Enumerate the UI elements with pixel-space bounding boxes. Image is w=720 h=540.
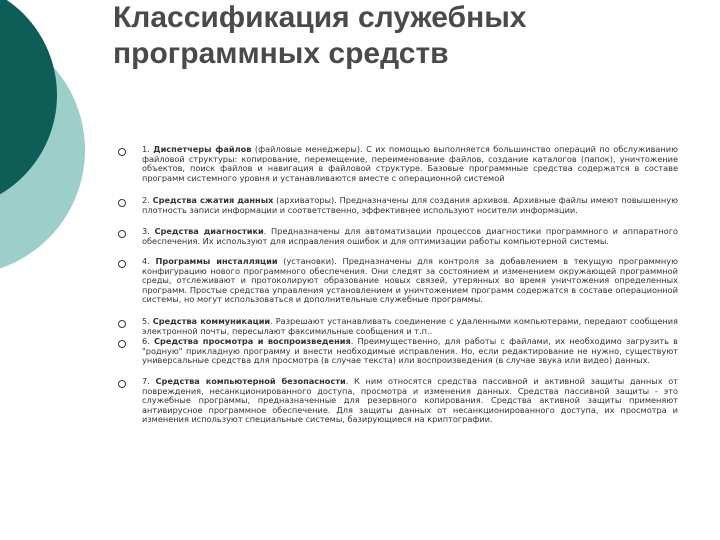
- circle-bullet-icon: [118, 230, 126, 238]
- circle-bullet-icon: [118, 199, 126, 207]
- item-term: Средства коммуникации: [152, 316, 271, 326]
- list-item: [118, 227, 678, 257]
- list-item: [118, 377, 678, 425]
- item-number: 4.: [142, 256, 150, 266]
- item-number: 3.: [142, 226, 150, 236]
- circle-bullet-icon: [118, 260, 126, 268]
- item-term: Диспетчеры файлов: [153, 144, 252, 154]
- item-number: 2.: [142, 195, 150, 205]
- list-item: [118, 145, 678, 196]
- item-term: Средства сжатия данных: [152, 195, 274, 205]
- list-item: [118, 317, 678, 337]
- item-number: 5.: [142, 316, 150, 326]
- item-description: . Разрешают устанавливать соединение с удаленными компьютерами, передают сообщения электронной почты, пересылают факсимильные сообщения и т.п..: [142, 316, 678, 336]
- item-number: 6.: [142, 336, 150, 346]
- item-term: Средства просмотра и воспроизведения: [154, 336, 351, 346]
- item-description: . К ним относятся средства пассивной и активной защиты данных от повреждения, несанкционированного доступа, просмотра и изменения данных. Средства пассивной защиты - это служебные программы, предназначенные для резервного копирования. Средства активной защиты применяют антивирусное программное обеспечение. Для защиты данных от несанкционированного доступа, их просмотра и изменения используют специальные системы, базирующиеся на криптографии.: [142, 376, 678, 425]
- circle-bullet-icon: [118, 340, 126, 348]
- circle-bullet-icon: [118, 148, 126, 156]
- list-item: [118, 196, 678, 227]
- list-item: [118, 257, 678, 317]
- circle-bullet-icon: [118, 380, 126, 388]
- circle-bullet-icon: [118, 320, 126, 328]
- slide-title: Классификация служебных программных средств: [113, 1, 527, 70]
- item-description: . Предназначены для автоматизации процессов диагностики программного и аппаратного обеспечения. Их используют для исправления ошибок и для оптимизации работы компьютерной системы.: [142, 226, 678, 246]
- item-description: . Преимущественно, для работы с файлами, их необходимо загрузить в "родную" прикладную программу и внести необходимые исправления. Но, если редактирование не нужно, существуют универсальные средства для просмотра (в случае текста) или воспроизведения (в случае звука или видео) данных.: [142, 336, 678, 366]
- item-number: 1.: [142, 144, 150, 154]
- item-term: Программы инсталляции: [155, 256, 278, 266]
- decorative-circles: [0, 0, 130, 540]
- item-description: (архиваторы). Предназначены для создания архивов. Архивные файлы имеют повышенную плотность записи информации и соответственно, эффективнее используют носители информации.: [142, 195, 678, 215]
- list-item: [118, 337, 678, 377]
- item-term: Средства диагностики: [154, 226, 264, 236]
- item-description: (файловые менеджеры). С их помощью выполняется большинство операций по обслуживанию файловой структуры: копирование, перемещение, переименование файлов, создание каталогов (папок), уничтожение объектов, поиск файлов и навигация в файловой структуре. Базовые программные средства содержатся в составе программ системного уровня и устанавливаются вместе с операционной системой: [142, 144, 678, 183]
- item-term: Средства компьютерной безопасности: [155, 376, 346, 386]
- item-description: (установки). Предназначены для контроля за добавлением в текущую программную конфигурацию нового программного обеспечения. Они следят за состоянием и изменением окружающей программной среды, отслеживают и протоколируют образование новых связей, утерянных во время уничтожения определенных программ. Простые средства управления установлением и уничтожением программ содержатся в составе операционной системы, но могут использоваться и дополнительные служебные программы.: [142, 256, 678, 305]
- bullet-list: [118, 145, 678, 425]
- item-number: 7.: [142, 376, 150, 386]
